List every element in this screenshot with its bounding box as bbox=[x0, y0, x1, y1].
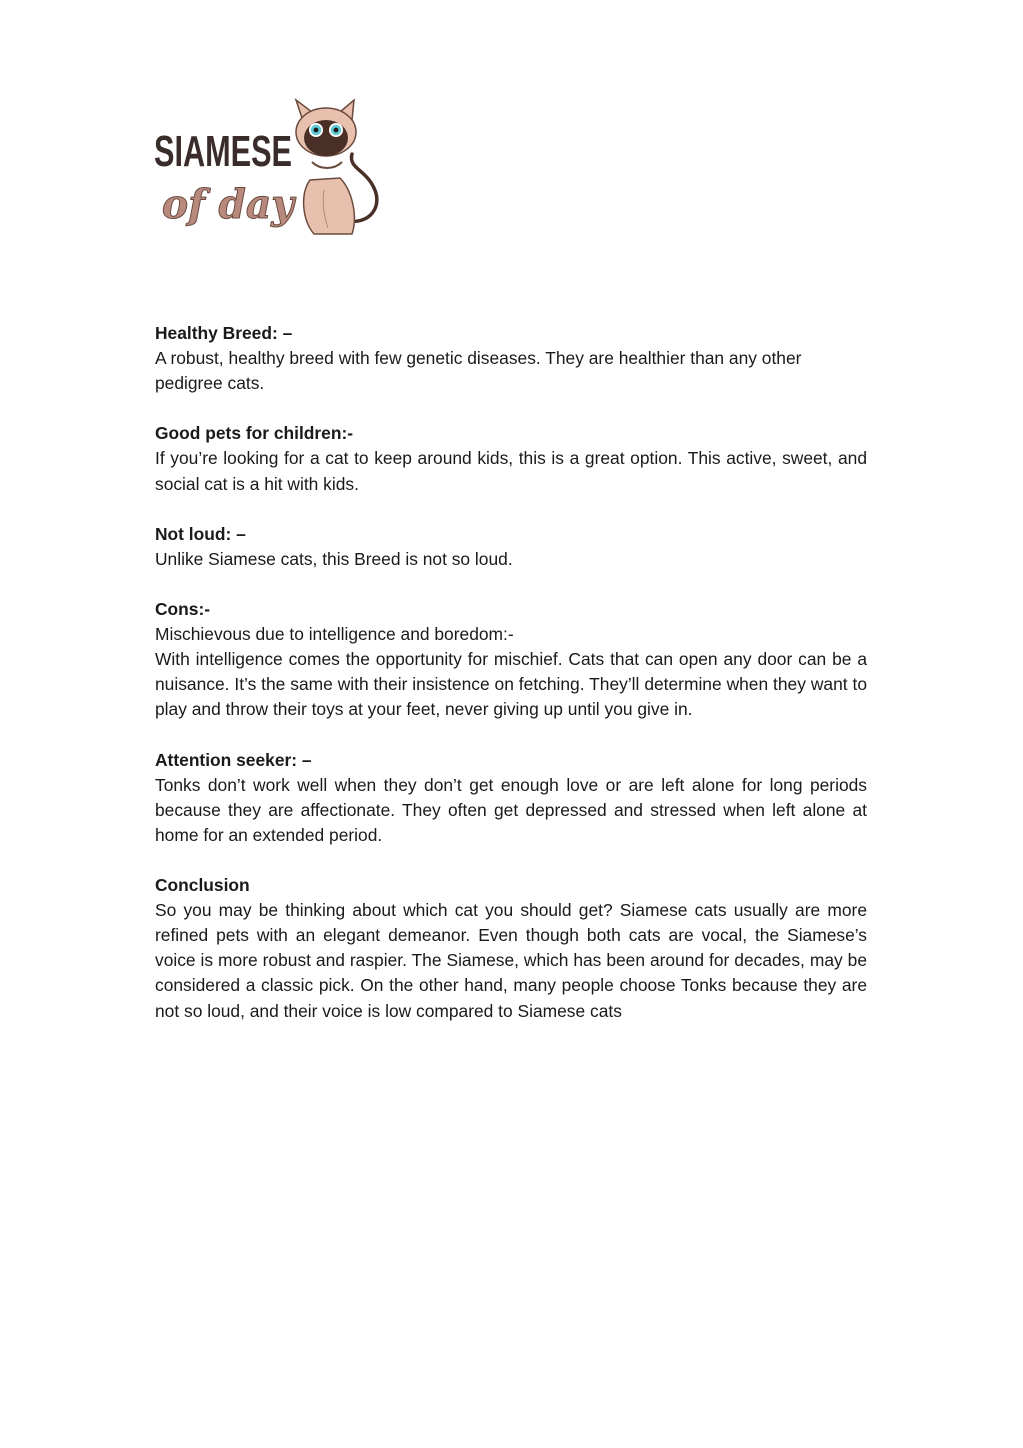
section-healthy-breed bbox=[155, 321, 867, 396]
section-paragraph: So you may be thinking about which cat you should get? Siamese cats usually are more refined pets with an elegant demeanor. Even though both cats are vocal, the Siamese’s voice is more robust and raspier. The Siamese, which has been around for decades, may be considered a classic pick. On the other hand, many people choose Tonks because they are not so loud, and their voice is low compared to Siamese cats bbox=[155, 900, 867, 1021]
section-paragraph: Tonks don’t work well when they don’t get enough love or are left alone for long periods because they are affectionate. They often get depressed and stressed when left alone at home for an extended period. bbox=[155, 774, 867, 845]
section-attention-seeker bbox=[155, 748, 867, 848]
siamese-of-day-logo bbox=[152, 98, 384, 240]
section-paragraph: Unlike Siamese cats, this Breed is not so loud. bbox=[155, 548, 513, 569]
section-heading: Not loud: – bbox=[155, 523, 246, 544]
section-heading: Conclusion bbox=[155, 875, 250, 896]
section-subheading: Mischievous due to intelligence and boredom:- bbox=[155, 624, 514, 645]
section-cons bbox=[155, 597, 867, 722]
cat-collar bbox=[312, 162, 342, 168]
cat-face-mask bbox=[304, 120, 348, 156]
cat-pupil-left bbox=[314, 128, 319, 133]
section-heading: Healthy Breed: – bbox=[155, 323, 293, 343]
cat-pupil-right bbox=[334, 128, 339, 133]
logo-script: of day bbox=[162, 181, 297, 228]
cat-body bbox=[304, 178, 355, 234]
section-not-loud bbox=[155, 522, 867, 572]
logo-graphic bbox=[152, 98, 384, 240]
section-conclusion bbox=[155, 873, 867, 1024]
section-heading: Attention seeker: – bbox=[155, 749, 312, 770]
section-paragraph: With intelligence comes the opportunity for mischief. Cats that can open any door can be a nuisance. It’s the same with their insistence on fetching. They’ll determine when they want to play and throw their toys at your feet, never giving up until you give in. bbox=[155, 649, 867, 720]
section-paragraph: A robust, healthy breed with few genetic diseases. They are healthier than any other pedigree cats. bbox=[155, 348, 802, 394]
document-body bbox=[155, 321, 867, 1049]
section-good-pets bbox=[155, 421, 867, 496]
section-paragraph: If you’re looking for a cat to keep around kids, this is a great option. This active, sweet, and social cat is a hit with kids. bbox=[155, 448, 867, 494]
logo-wordmark: SIAMESE bbox=[154, 127, 292, 176]
section-heading: Good pets for children:- bbox=[155, 423, 354, 444]
section-heading: Cons:- bbox=[155, 599, 211, 620]
